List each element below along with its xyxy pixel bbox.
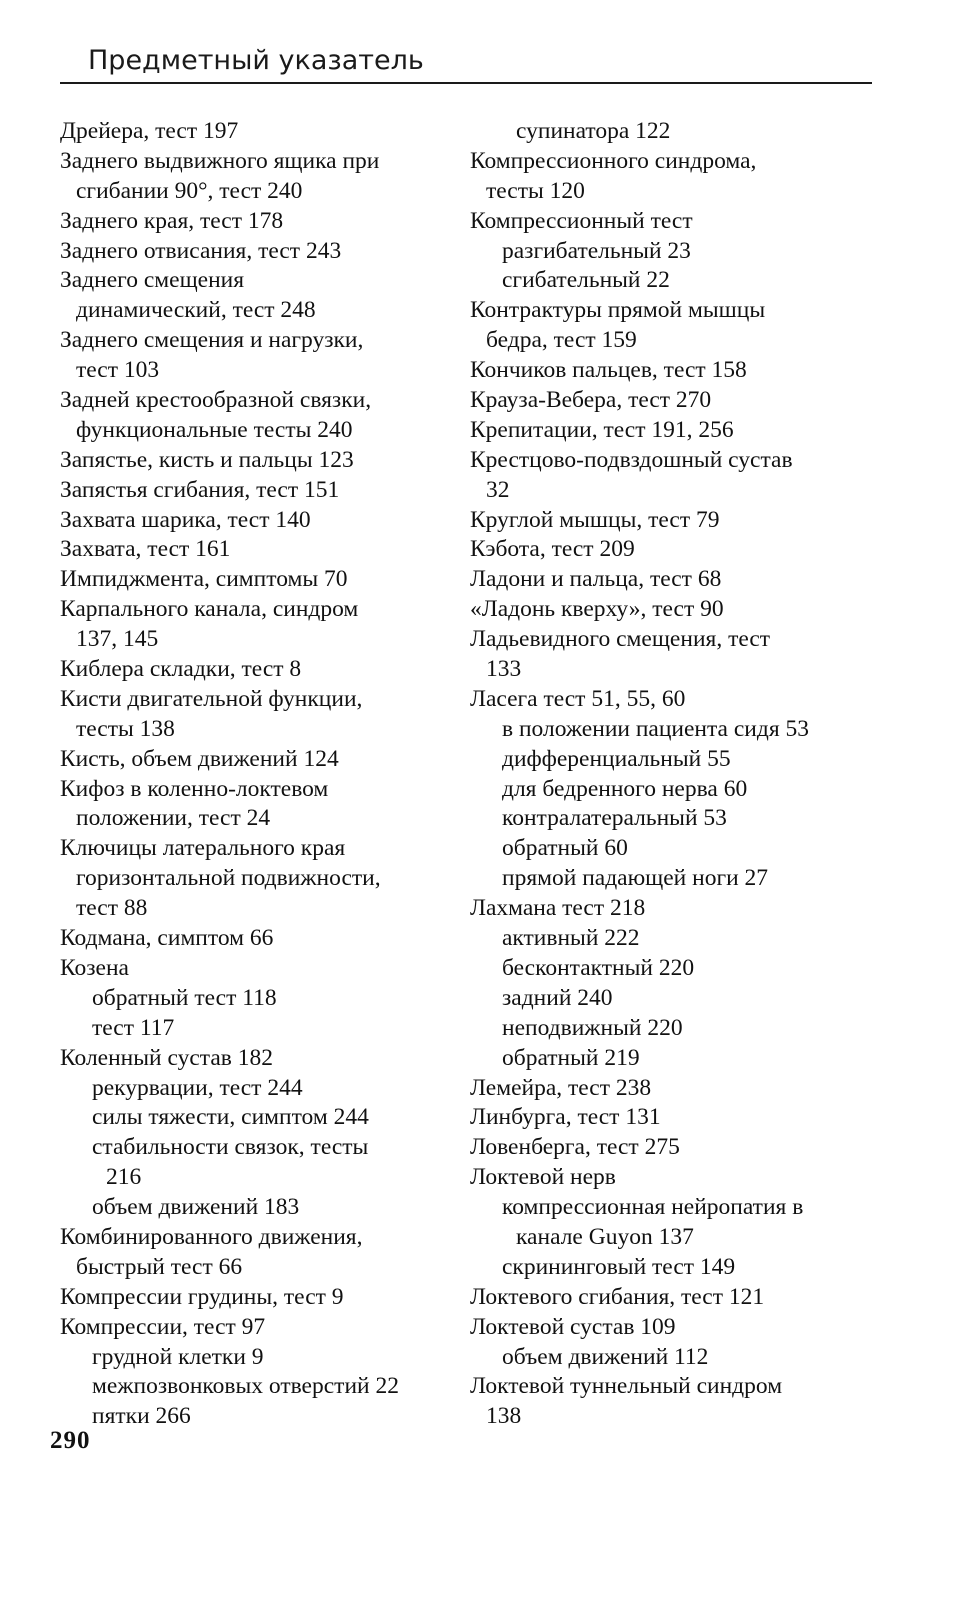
index-subentry: в положении пациента сидя 53 bbox=[502, 715, 810, 742]
page-number: 290 bbox=[50, 1427, 91, 1454]
index-subentry: для бедренного нерва 60 bbox=[502, 775, 748, 802]
index-subentry: активный 222 bbox=[502, 925, 640, 952]
index-entry: Компрессионный тест bbox=[470, 207, 693, 234]
index-entry: Кэбота, тест 209 bbox=[470, 536, 635, 563]
index-subentry: неподвижный 220 bbox=[502, 1014, 683, 1041]
index-entry: Кифоз в коленно-локтевом bbox=[60, 775, 329, 802]
index-column-right bbox=[470, 117, 870, 1432]
index-subentry: супинатора 122 bbox=[516, 118, 671, 144]
index-entry: Запястья сгибания, тест 151 bbox=[60, 476, 340, 503]
index-entry: Заднего края, тест 178 bbox=[60, 207, 284, 234]
index-subentry: силы тяжести, симптом 244 bbox=[92, 1104, 369, 1131]
index-subentry: дифференциальный 55 bbox=[502, 745, 731, 772]
index-entry: Лемейра, тест 238 bbox=[470, 1074, 652, 1101]
index-subentry: бесконтактный 220 bbox=[502, 954, 695, 981]
index-entry: Круглой мышцы, тест 79 bbox=[470, 506, 720, 533]
index-subentry: обратный 219 bbox=[502, 1044, 640, 1071]
index-entry: Заднего смещения и нагрузки, bbox=[60, 327, 364, 354]
index-subentry: задний 240 bbox=[502, 984, 613, 1011]
index-entry: Крауза-Вебера, тест 270 bbox=[470, 387, 712, 414]
index-entry: «Ладонь кверху», тест 90 bbox=[470, 596, 724, 623]
index-entry: Заднего смещения bbox=[60, 267, 245, 294]
index-entry: Кончиков пальцев, тест 158 bbox=[470, 357, 747, 384]
index-entry: Карпального канала, синдром bbox=[60, 596, 359, 623]
index-column-left bbox=[60, 117, 460, 1432]
index-entry: Козена bbox=[60, 954, 129, 981]
index-entry: Заднего отвисания, тест 243 bbox=[60, 237, 342, 264]
index-entry: Комбинированного движения, bbox=[60, 1223, 363, 1250]
index-subentry: пятки 266 bbox=[92, 1403, 191, 1430]
index-subentry: динамический, тест 248 bbox=[76, 297, 316, 324]
index-entry: Захвата, тест 161 bbox=[60, 536, 231, 563]
index-subentry: 138 bbox=[486, 1403, 522, 1430]
index-subentry: обратный 60 bbox=[502, 835, 628, 862]
index-subentry: тест 103 bbox=[76, 357, 160, 384]
index-subentry: грудной клетки 9 bbox=[92, 1343, 264, 1370]
index-entry: Кисти двигательной функции, bbox=[60, 685, 363, 712]
index-subentry: 216 bbox=[106, 1164, 142, 1191]
index-subentry: стабильности связок, тесты bbox=[92, 1134, 369, 1161]
index-entry: Локтевого сгибания, тест 121 bbox=[470, 1283, 765, 1310]
index-entry: Компрессии грудины, тест 9 bbox=[60, 1283, 344, 1310]
index-subentry: межпозвонковых отверстий 22 bbox=[92, 1373, 399, 1400]
index-entry: Ловенберга, тест 275 bbox=[470, 1134, 680, 1161]
index-subentry: рекурвации, тест 244 bbox=[92, 1074, 303, 1101]
index-entry: Компрессионного синдрома, bbox=[470, 147, 757, 174]
index-subentry: скрининговый тест 149 bbox=[502, 1253, 736, 1280]
index-entry: Компрессии, тест 97 bbox=[60, 1313, 266, 1340]
page-title: Предметный указатель bbox=[88, 45, 424, 76]
index-subentry: бедра, тест 159 bbox=[486, 327, 637, 354]
index-entry: Локтевой туннельный синдром bbox=[470, 1373, 783, 1400]
index-entry: Коленный сустав 182 bbox=[60, 1044, 274, 1071]
running-header bbox=[60, 40, 872, 84]
index-entry: Импиджмента, симптомы 70 bbox=[60, 566, 348, 593]
index-entry: Лахмана тест 218 bbox=[470, 895, 646, 922]
index-subentry: контралатеральный 53 bbox=[502, 805, 727, 832]
index-subentry: тест 117 bbox=[92, 1014, 175, 1041]
index-entry: Локтевой сустав 109 bbox=[470, 1313, 676, 1340]
index-entry: Локтевой нерв bbox=[470, 1164, 616, 1191]
index-entry: Киблера складки, тест 8 bbox=[60, 656, 302, 683]
index-entry: Ладони и пальца, тест 68 bbox=[470, 566, 722, 593]
index-subentry: разгибательный 23 bbox=[502, 237, 691, 264]
index-subentry: объем движений 112 bbox=[502, 1343, 709, 1370]
index-subentry: функциональные тесты 240 bbox=[76, 416, 353, 443]
index-subentry: тесты 120 bbox=[486, 177, 585, 204]
index-subentry: быстрый тест 66 bbox=[76, 1253, 243, 1280]
index-entry: Захвата шарика, тест 140 bbox=[60, 506, 311, 533]
index-entry: Крестцово-подвздошный сустав bbox=[470, 446, 793, 473]
index-subentry: сгибательный 22 bbox=[502, 267, 670, 294]
index-entry: Ладьевидного смещения, тест bbox=[470, 626, 771, 653]
index-subentry: канале Guyon 137 bbox=[516, 1223, 694, 1250]
index-subentry: 133 bbox=[486, 656, 522, 683]
index-entry: Контрактуры прямой мышцы bbox=[470, 297, 766, 324]
index-subentry: обратный тест 118 bbox=[92, 984, 277, 1011]
index-subentry: сгибании 90°, тест 240 bbox=[76, 177, 303, 204]
index-entry: Ласега тест 51, 55, 60 bbox=[470, 685, 686, 712]
index-entry: Кодмана, симптом 66 bbox=[60, 925, 274, 952]
index-entry: Крепитации, тест 191, 256 bbox=[470, 416, 734, 443]
index-subentry: 32 bbox=[486, 476, 510, 503]
index-entry: Линбурга, тест 131 bbox=[470, 1104, 661, 1131]
index-subentry: объем движений 183 bbox=[92, 1194, 300, 1221]
index-entry: Кисть, объем движений 124 bbox=[60, 745, 339, 772]
index-subentry: компрессионная нейропатия в bbox=[502, 1194, 804, 1221]
index-entry: Ключицы латерального края bbox=[60, 835, 346, 862]
index-subentry: прямой падающей ноги 27 bbox=[502, 865, 769, 892]
index-subentry: положении, тест 24 bbox=[76, 805, 271, 832]
index-subentry: горизонтальной подвижности, bbox=[76, 865, 381, 892]
index-subentry: тесты 138 bbox=[76, 715, 175, 742]
index-entry: Запястье, кисть и пальцы 123 bbox=[60, 446, 354, 473]
index-entry: Дрейера, тест 197 bbox=[60, 118, 239, 144]
index-subentry: 137, 145 bbox=[76, 626, 159, 653]
index-entry: Задней крестообразной связки, bbox=[60, 387, 372, 414]
index-subentry: тест 88 bbox=[76, 895, 148, 922]
index-entry: Заднего выдвижного ящика при bbox=[60, 147, 380, 174]
